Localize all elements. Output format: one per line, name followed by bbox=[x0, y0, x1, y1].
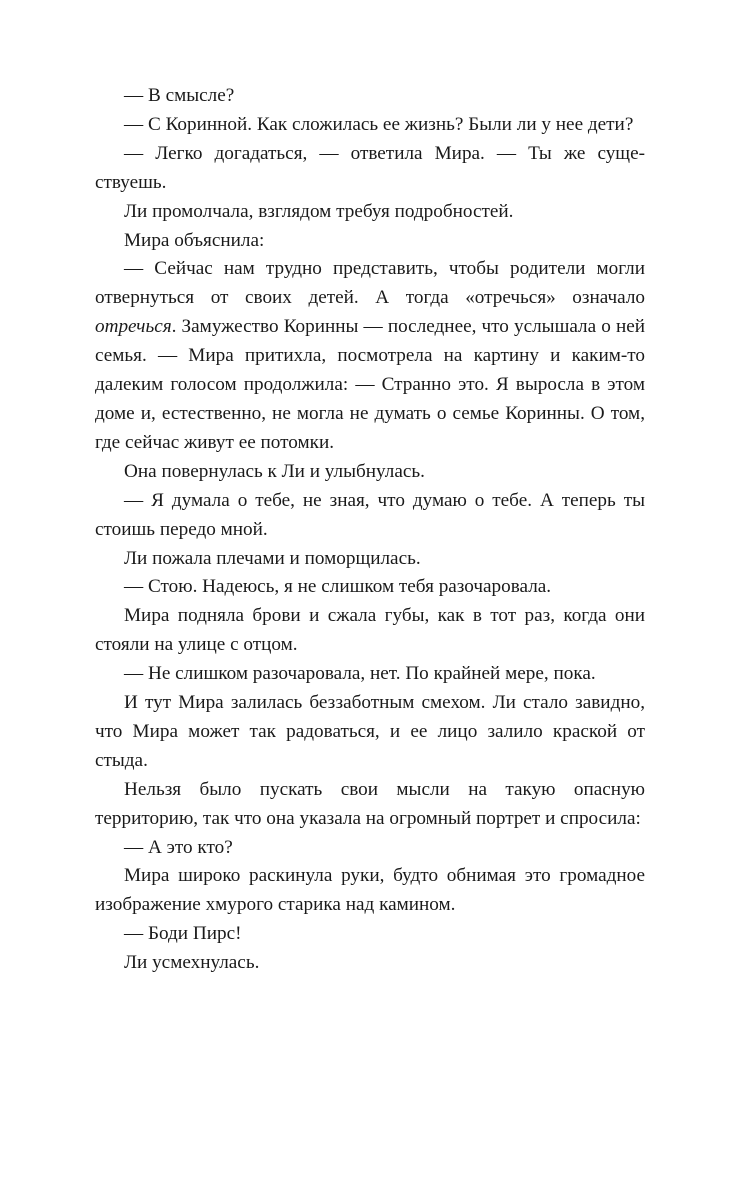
paragraph-11: Мира подняла брови и сжала губы, как в тот раз, когда они стояли на улице с отцом. bbox=[95, 605, 645, 656]
paragraph-18: Ли усмехнулась. bbox=[124, 952, 260, 974]
paragraph-6 bbox=[95, 255, 645, 457]
paragraph-13: И тут Мира залилась беззаботным смехом. Ли стало завидно, что Мира может так радоваться, и ее лицо залило краской от стыда. bbox=[95, 692, 645, 771]
paragraph-1: — В смысле? bbox=[124, 85, 235, 106]
paragraph-2: — С Коринной. Как сложилась ее жизнь? Были ли у нее дети? bbox=[124, 113, 634, 135]
paragraph-6-part-b: . Замужество Коринны — последнее, что услышала о ней семья. — Мира притихла, посмотрела на картину и каким-то далеким голосом продолжила: — Странно это. Я выросла в этом доме и, естественно, не могла не думать о семье Коринны. О том, где сейчас живут ее потомки. bbox=[95, 316, 645, 453]
paragraph-14: Нельзя было пускать свои мысли на такую опасную территорию, так что она указала на огромный портрет и спросила: bbox=[95, 778, 645, 829]
paragraph-12: — Не слишком разочаровала, нет. По крайней мере, пока. bbox=[124, 663, 596, 685]
paragraph-16: Мира широко раскинула руки, будто обнимая это громадное изображение хмурого старика над камином. bbox=[95, 865, 645, 916]
paragraph-9: Ли пожала плечами и поморщилась. bbox=[124, 547, 421, 569]
paragraph-10: — Стою. Надеюсь, я не слишком тебя разочаровала. bbox=[124, 576, 552, 598]
paragraph-5: Мира объяснила: bbox=[124, 229, 265, 251]
paragraph-3: — Легко догадаться, — ответила Мира. — Ты же существуешь. bbox=[95, 142, 645, 193]
paragraph-4: Ли промолчала, взглядом требуя подробностей. bbox=[124, 200, 514, 222]
paragraph-17: — Боди Пирс! bbox=[124, 923, 242, 945]
paragraph-15: — А это кто? bbox=[124, 836, 233, 858]
paragraph-6-emphasis: отречься bbox=[95, 316, 172, 338]
paragraph-6-part-a: — Сейчас нам трудно представить, чтобы родители могли отвернуться от своих детей. А тогда «отречься» означало bbox=[95, 258, 645, 309]
paragraph-8: — Я думала о тебе, не зная, что думаю о тебе. А теперь ты стоишь передо мной. bbox=[95, 489, 645, 540]
book-page-text bbox=[95, 82, 645, 978]
paragraph-7: Она повернулась к Ли и улыбнулась. bbox=[124, 460, 425, 482]
